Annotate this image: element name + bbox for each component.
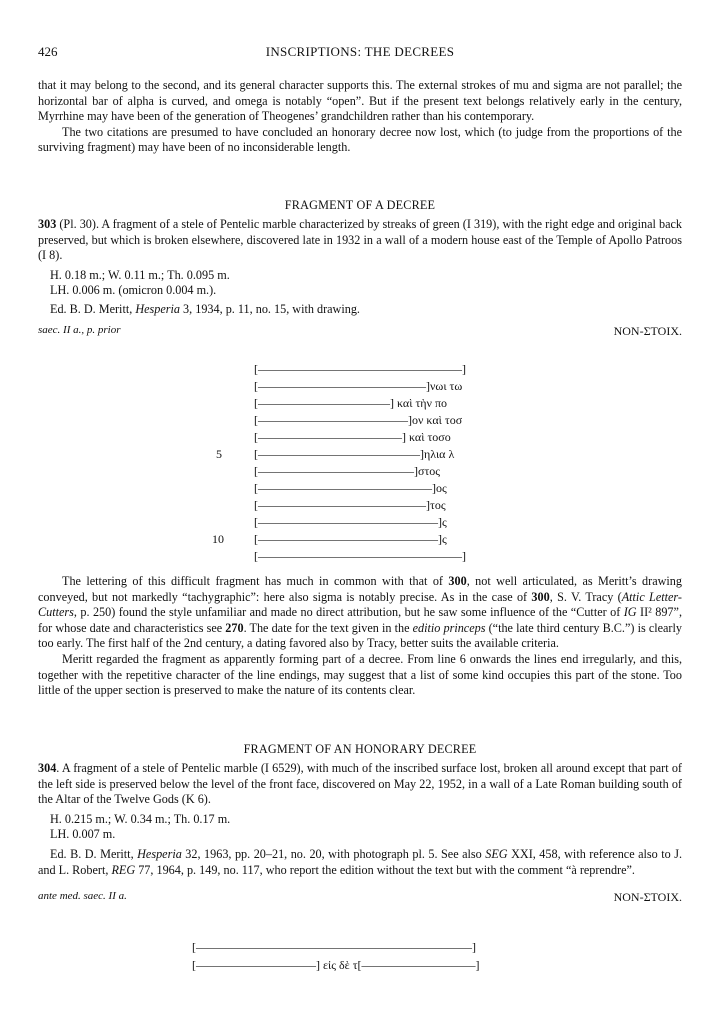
comm-text: The lettering of this difficult fragment has much in common with that of: [62, 574, 449, 588]
inscription-line: [––––––––––––––––––––––––––––––––––––––––––––––]: [192, 940, 476, 954]
edition-text: 32, 1963, pp. 20–21, no. 20, with photograph pl. 5. See also: [181, 846, 486, 861]
comm-italic: editio princeps: [412, 620, 486, 635]
inscription-line: [––––––––––––––––––––––––––––––––––]: [254, 549, 466, 563]
inscription-304: [38, 940, 682, 980]
dimensions: H. 0.18 m.; W. 0.11 m.; Th. 0.095 m.: [50, 267, 230, 282]
inscription-line: [––––––––––––––––––––––––––]στος: [254, 464, 441, 478]
edition-journal: SEG: [485, 846, 508, 861]
section-304: [38, 742, 682, 906]
running-head: INSCRIPTIONS: THE DECREES: [265, 44, 455, 59]
date-row: [38, 324, 682, 340]
inscription-line: [––––––––––––––––––––––––] καὶ τοσο: [254, 430, 451, 444]
entry-description: [38, 761, 682, 808]
entry-number: 304: [38, 761, 57, 775]
section-heading: FRAGMENT OF AN HONORARY DECREE: [243, 742, 477, 756]
comm-text: , not well articulated, as Meritt’s drawing conveyed, but not markedly “tachygraphic”: here also sigma is notably precise. As in the case of: [38, 574, 682, 604]
edition-journal: Hesperia: [135, 301, 180, 316]
edition-text: 77, 1964, p. 149, no. 117, who report the edition without the text but with the comment “à reprendre”.: [135, 862, 635, 877]
comm-text: , S. V. Tracy (: [549, 589, 622, 604]
inscription-line: [–––––––––––––––––––––––––––]ηλια λ: [254, 447, 455, 461]
comm-text: (“the late third century B.C.”) is clearly too early. The first half of the 2nd century, a dating favored also by Tracy, better suits the available criteria.: [38, 620, 682, 651]
entry-number: 303: [38, 217, 57, 231]
cross-ref: 300: [531, 589, 550, 604]
edition-text: XXI, 458, with reference also to J. and L. Robert,: [38, 846, 683, 877]
comm-text: , p. 250) found the style unfamiliar and made no direct attribution, but he saw some influence of the “Cutter of: [73, 605, 624, 620]
commentary-paragraph-1: [38, 574, 682, 652]
inscription-line: [––––––––––––––––––––––––––––––]ς: [254, 515, 447, 529]
inscription-line: [––––––––––––––––––––––––––––]νωι τω: [254, 379, 463, 393]
inscription-line: [–––––––––––––––––––––––––]ον καὶ τοσ: [254, 413, 463, 427]
inscription-line: [––––––––––––––––––––––] καὶ τὴν πο: [254, 396, 448, 410]
cross-ref: 270: [225, 620, 244, 635]
intro-paragraph-1: that it may belong to the second, and its general character supports this. The external strokes of mu and sigma are not parallel; the horizontal bar of alpha is curved, and omega is notably “open”. But if the present text belongs relatively early in the century, Myrrhine may have been of the generation of Theogenes’ grandchildren rather than his contemporary.: [38, 78, 682, 124]
edition-text: Ed. B. D. Meritt,: [50, 846, 138, 861]
inscription-line: [––––––––––––––––––––] εἰς δὲ τ[–––––––––––––––––––]: [192, 958, 480, 972]
edition-journal: REG: [111, 862, 136, 877]
section-heading: FRAGMENT OF A DECREE: [284, 198, 436, 212]
commentary-paragraph-2: Meritt regarded the fragment as apparently forming part of a decree. From line 6 onwards the lines end irregularly, and this, together with the repetitive character of the line endings, may suggest that a list of some kind occupies this part of the stone. Too little of the upper section is preserved to make the nature of its contents clear.: [38, 651, 682, 698]
edition: [38, 847, 682, 878]
intro-section: [38, 78, 682, 156]
line-number: 5: [216, 447, 222, 461]
stoich-label: NON-ΣΤΟΙΧ.: [613, 323, 682, 338]
date-label: saec. II a., p. prior: [38, 323, 121, 336]
inscription-line: [––––––––––––––––––––––––––––––]ς: [254, 532, 447, 546]
description-text: . A fragment of a stele of Pentelic marble (I 6529), with much of the inscribed surface lost, broken all around except that part of the left side is preserved below the level of the front face, discovered on May 22, 1952, in a wall of a Late Roman building south of the Altar of the Twelve Gods (K 6).: [38, 761, 682, 807]
letter-height: LH. 0.006 m. (omicron 0.004 m.).: [50, 283, 217, 298]
line-number: 10: [212, 532, 224, 546]
comm-italic: Attic Letter-Cutters: [38, 589, 682, 620]
inscription-line: [––––––––––––––––––––––––––––––––––]: [254, 362, 466, 376]
comm-text: . The date for the text given in the: [243, 620, 413, 635]
letter-height: LH. 0.007 m.: [50, 827, 116, 842]
commentary-303: [38, 574, 682, 699]
stoich-label: NON-ΣΤΟΙΧ.: [613, 890, 682, 905]
intro-paragraph-2: The two citations are presumed to have concluded an honorary decree now lost, which (to judge from the proportions of the surviving fragment) may have been of no inconsiderable length.: [38, 124, 682, 155]
description-text: (Pl. 30). A fragment of a stele of Pentelic marble characterized by streaks of green (I 319), with the right edge and original back preserved, but which is broken elsewhere, discovered late in 1932 in a wall of a modern house east of the Temple of Apollo Patroos (I 8).: [38, 217, 682, 263]
inscription-line: [–––––––––––––––––––––––––––––]ος: [254, 481, 447, 495]
edition: [38, 302, 682, 318]
date-label: ante med. saec. II a.: [38, 890, 127, 903]
comm-text: II² 897”, for whose date and characteristics see: [38, 605, 682, 635]
comm-italic: IG: [623, 605, 637, 620]
edition-text-2: 3, 1934, p. 11, no. 15, with drawing.: [180, 301, 360, 316]
date-row: [38, 890, 682, 906]
cross-ref: 300: [448, 574, 467, 588]
entry-description: [38, 217, 682, 264]
dimensions: H. 0.215 m.; W. 0.34 m.; Th. 0.17 m.: [50, 811, 231, 826]
page-number: 426: [38, 44, 58, 59]
edition-text: Ed. B. D. Meritt,: [50, 301, 136, 316]
section-303: [38, 198, 682, 340]
edition-journal: Hesperia: [137, 846, 182, 861]
inscription-303: [38, 362, 682, 572]
inscription-line: [––––––––––––––––––––––––––––]τος: [254, 498, 446, 512]
